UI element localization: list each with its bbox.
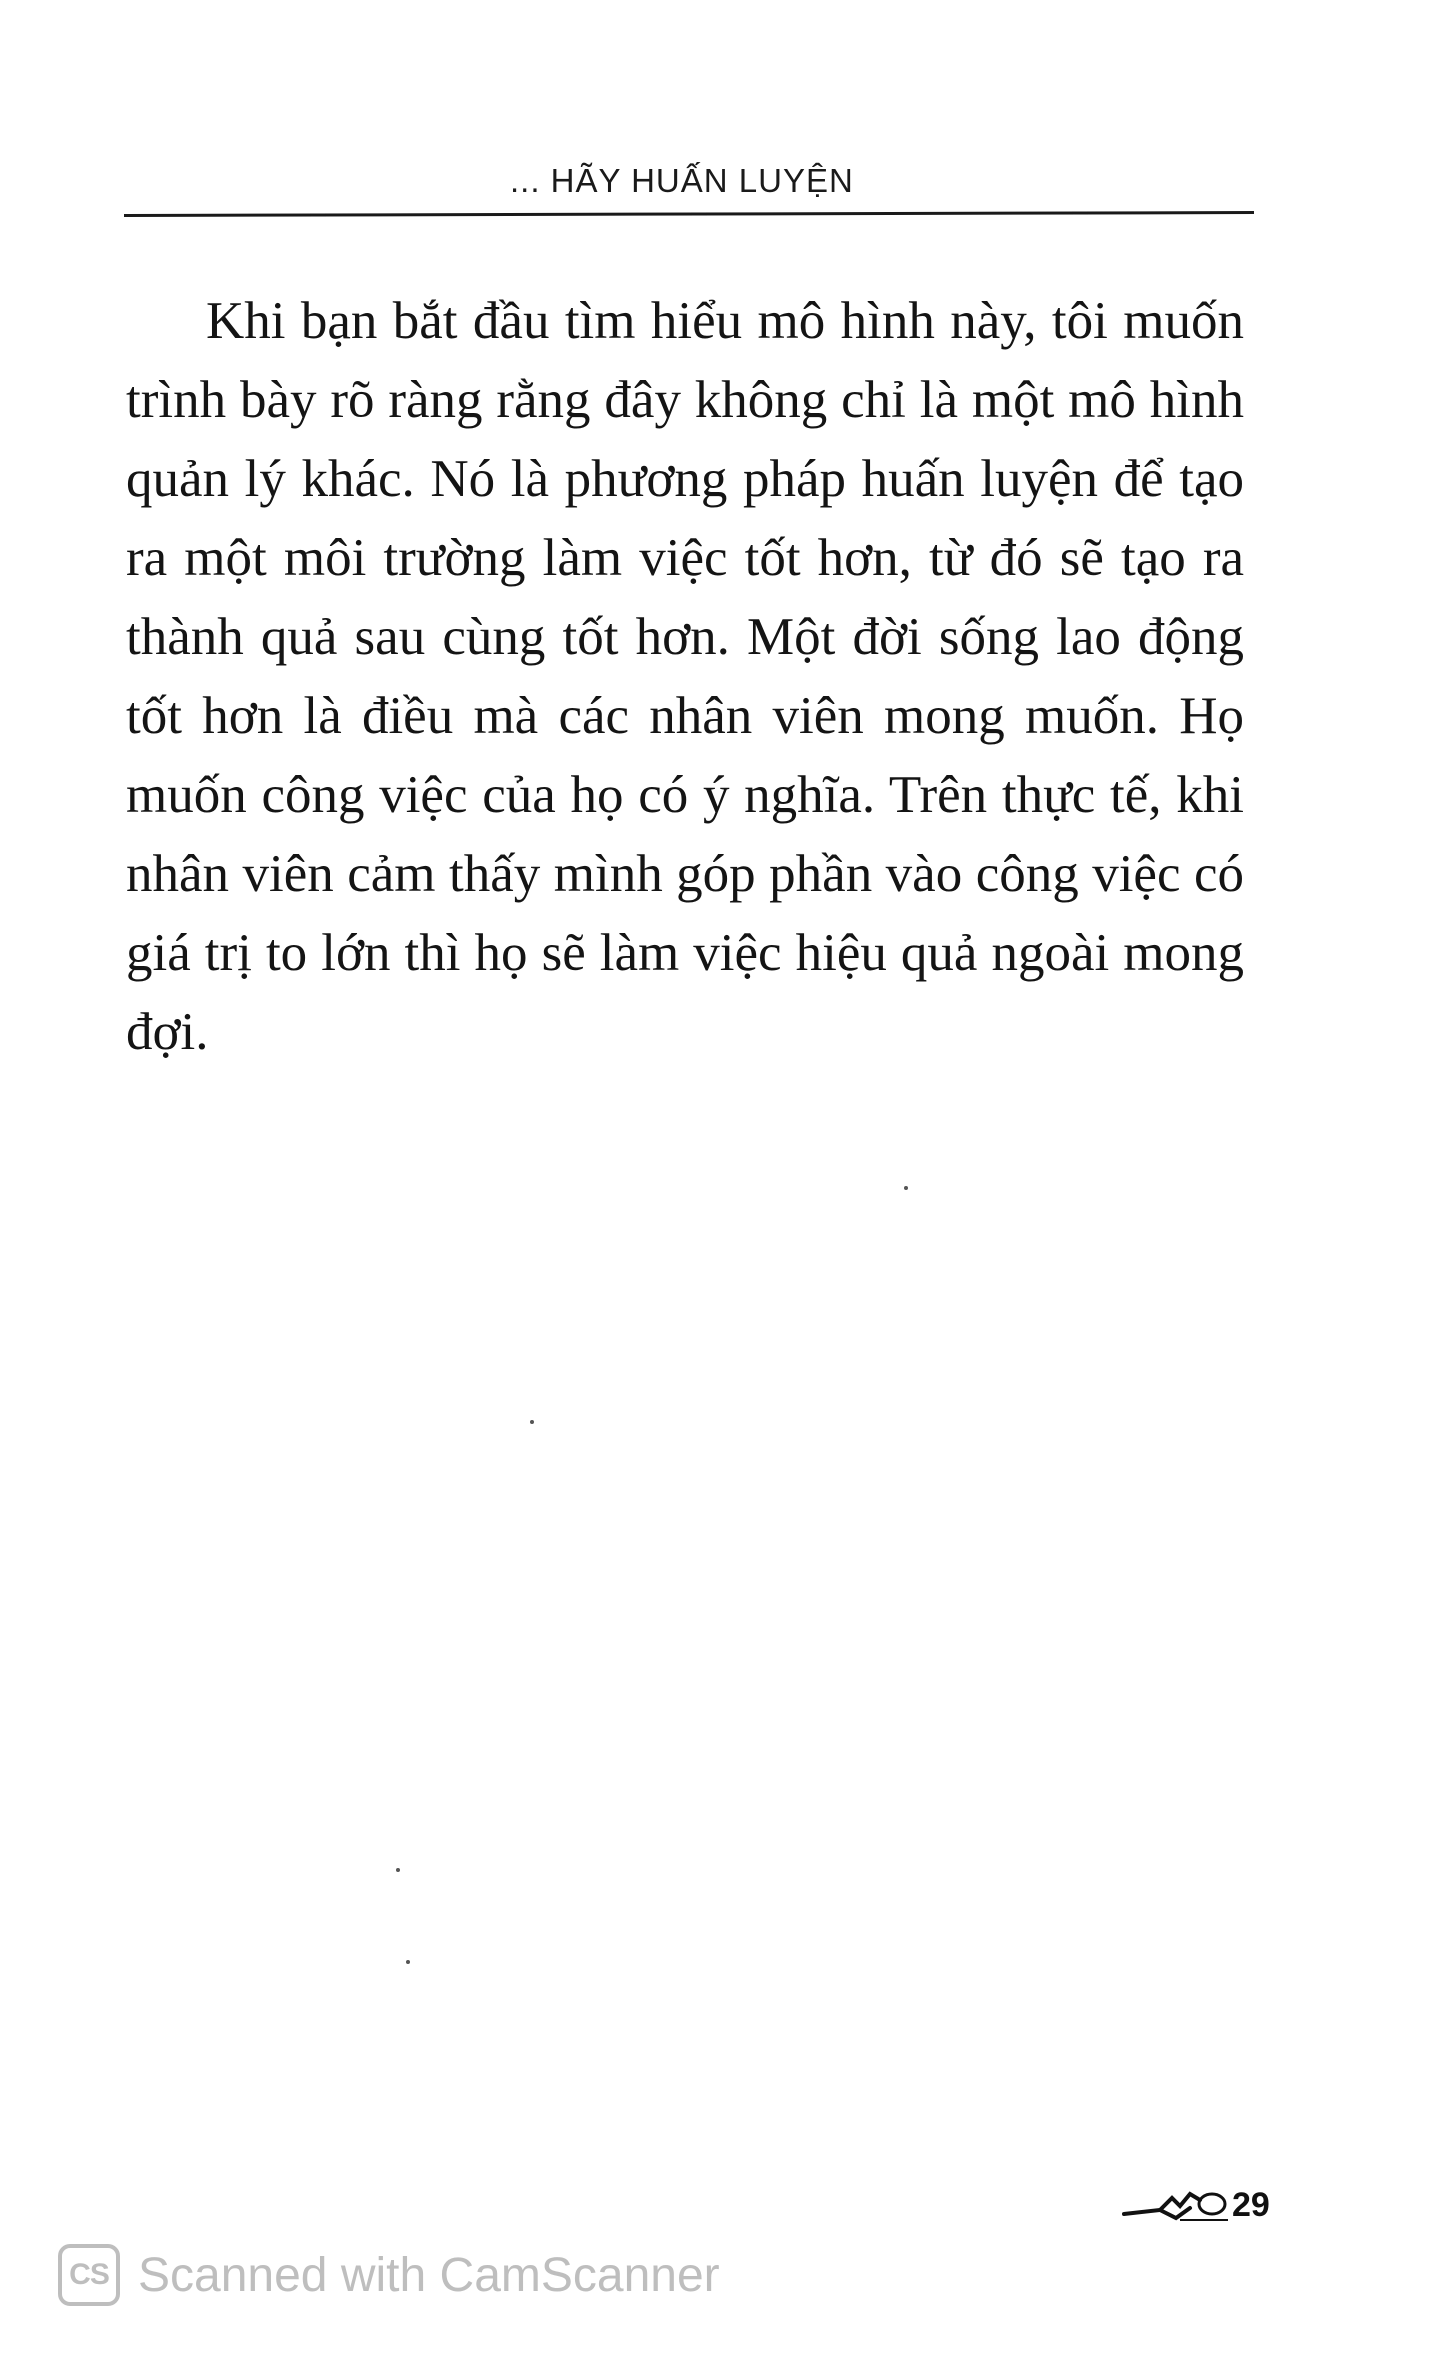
running-header: ... HÃY HUẤN LUYỆN (510, 162, 854, 199)
whistle-ornament-icon (1120, 2184, 1230, 2224)
scan-speck (396, 1868, 400, 1872)
header-rule (124, 211, 1254, 217)
camscanner-logo: CS (58, 2244, 120, 2306)
scan-speck (406, 1960, 410, 1964)
page-folio (1120, 2184, 1270, 2224)
page-number: 29 (1232, 2186, 1270, 2224)
scan-speck (530, 1420, 534, 1424)
body-paragraph: Khi bạn bắt đầu tìm hiểu mô hình này, tôi muốn trình bày rõ ràng rằng đây không chỉ là một mô hình quản lý khác. Nó là phương pháp huấn luyện để tạo ra một môi trường làm việc tốt hơn, từ đó sẽ tạo ra thành quả sau cùng tốt hơn. Một đời sống lao động tốt hơn là điều mà các nhân viên mong muốn. Họ muốn công việc của họ có ý nghĩa. Trên thực tế, khi nhân viên cảm thấy mình góp phần vào công việc có giá trị to lớn thì họ sẽ làm việc hiệu quả ngoài mong đợi. (126, 292, 1244, 1061)
camscanner-watermark (58, 2244, 720, 2306)
scan-speck (904, 1186, 908, 1190)
camscanner-text: Scanned with CamScanner (138, 2248, 720, 2302)
